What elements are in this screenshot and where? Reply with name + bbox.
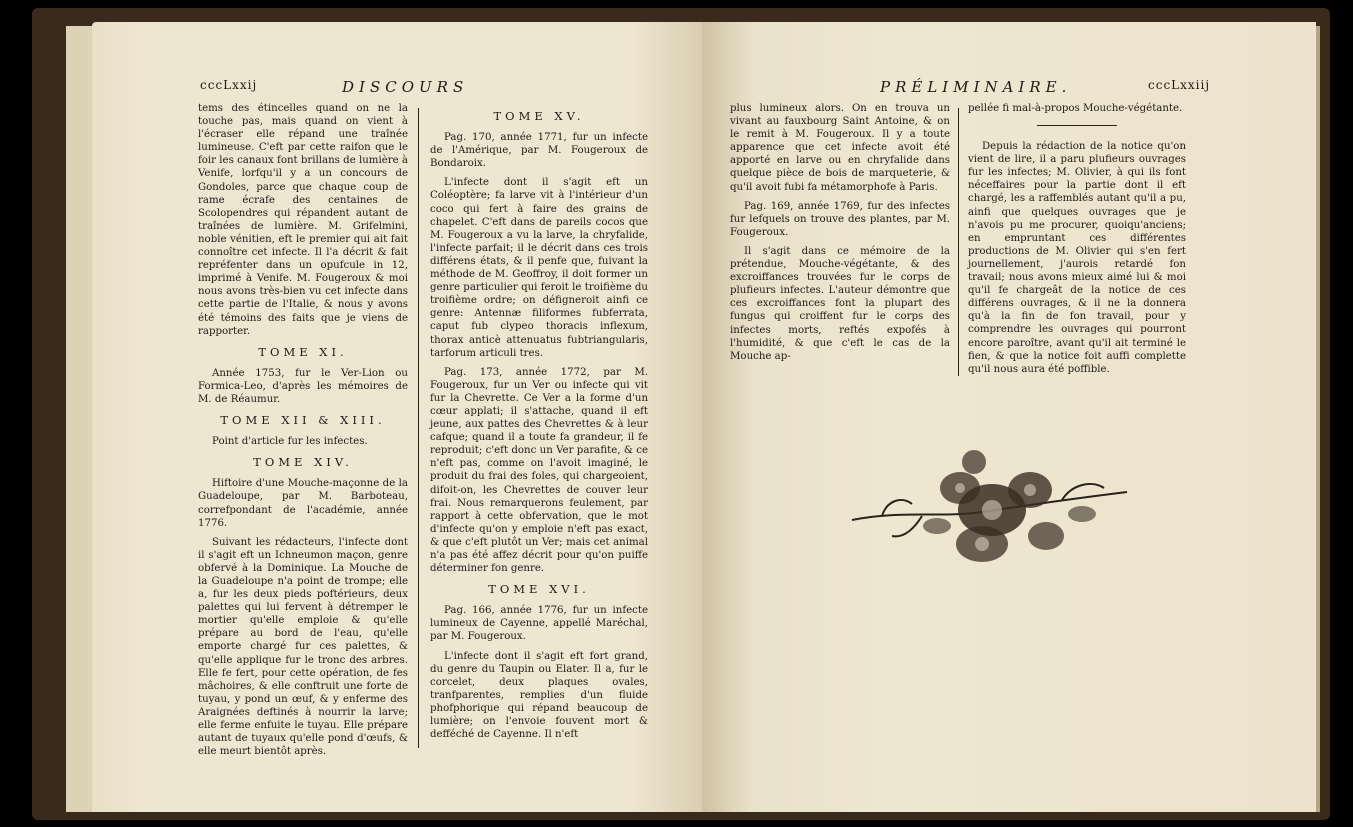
text-paragraph: plus lumineux alors. On en trouva un vivant au fauxbourg Saint Antoine, & on le remit à M. Fougeroux. Il y a toute apparence que cet infecte avoit été apporté en larve ou en chryfalide dans quelque pièce de bois de marqueterie, & qu'il avoit fubi fa métamorphofe à Paris. — [730, 103, 950, 193]
left-running-title-text: DISCOURS — [342, 78, 469, 96]
right-running-title — [880, 78, 1071, 96]
text-paragraph: Pag. 169, année 1769, fur des infectes fur lefquels on trouve des plantes, par M. Fougeroux. — [730, 200, 950, 238]
text-paragraph: Pag. 166, année 1776, fur un infecte lumineux de Cayenne, appellé Maréchal, par M. Fougeroux. — [430, 605, 648, 643]
vignette-leaf-mass — [923, 518, 951, 534]
column-divider — [958, 108, 959, 376]
vignette-leaf — [882, 500, 912, 516]
tome-heading: TOME XIV. — [253, 455, 353, 470]
section-rule — [1037, 125, 1117, 126]
text-paragraph: Il s'agit dans ce mémoire de la prétendue, Mouche-végétante, & des excroiffances trouvées fur le corps de plufieurs infectes. L'auteur démontre que ces excroiffances font la plupart des fungus qui croiffent fur le corps des infectes morts, reftés expofés à l'humidité, & que c'eft le cas de la Mouche ap- — [730, 245, 950, 362]
right-column-1 — [730, 102, 950, 369]
text-paragraph: L'infecte dont il s'agit eft fort grand, du genre du Taupin ou Elater. Il a, fur le corcelet, deux plaques ovales, tranfparentes, remplies d'un fluide phofphorique qui répand beaucoup de lumière; on l'envoie fouvent mort & defféché de Cayenne. Il n'eft — [430, 650, 648, 741]
text-paragraph: Depuis la rédaction de la notice qu'on vient de lire, il a paru plufieurs ouvrages fur les infectes; M. Olivier, à qui ils font néceffaires pour la partie dont il eft chargé, les a raffemblés autant qu'il a pu, ainfi que quelques ouvrages que je n'avois pu me procurer, quoiqu'anciens; en empruntant ces différentes productions de M. Olivier qui s'en fert journellement, j'aurois retardé fon travail; nous avons mieux aimé lui & moi qu'il fe chargeât de la notice de ces différens ouvrages, & il ne la donnera qu'à la fin de fon travail, pour y comprendre les ouvrages qui pourront encore paroître, avant qu'il ait terminé le fien, & que la notice foit auffi complette qu'il nous aura été poffible. — [968, 141, 1186, 375]
vignette-bud — [962, 450, 986, 474]
tome-heading: TOME XV. — [493, 109, 585, 123]
floral-vignette — [842, 440, 1142, 574]
tome-heading: TOME XII & XIII. — [220, 413, 386, 428]
vignette-leaf-mass — [1068, 506, 1096, 522]
text-paragraph: L'infecte dont il s'agit eft un Coléoptère; fa larve vit à l'intérieur d'un coco qui fert à faire des grains de chapelet. C'eft dans de pareils cocos que M. Fougeroux a vu la larve, la chryfalide, l'infecte parfait; il le décrit dans ces trois différens états, & il penfe que, fuivant la méthode de M. Geoffroy, il doit former un genre particulier qui feroit le troifième du troifième ordre; on défigneroit ainfi ce genre: Antennæ filiformes fubferrata, caput fub clypeo thoracis inflexum, thorax anticè attenuatus fubtriangularis, tarforum articuli tres. — [430, 177, 648, 359]
text-paragraph: Hiftoire d'une Mouche-maçonne de la Guadeloupe, par M. Barboteau, correfpondant de l'académie, année 1776. — [198, 478, 408, 529]
tome-heading: TOME XVI. — [488, 582, 590, 597]
left-column-1 — [198, 102, 408, 764]
left-column-2 — [430, 102, 648, 747]
text-paragraph: Pag. 170, année 1771, fur un infecte de l'Amérique, par M. Fougeroux de Bondaroix. — [430, 132, 648, 170]
text-paragraph: tems des étincelles quand on ne la touche pas, mais quand on vient à l'écraser elle répand une traînée lumineuse. C'eft par cette raifon que le foir les canaux font brillans de lumière à Venife, lorfqu'il y a un concours de Gondoles, parce que chaque coup de rame écrafe des centaines de Scolopendres qui répandent autant de traînées de lumière. M. Grifelmini, noble vénitien, eft le premier qui ait fait connoître cet infecte. Il l'a décrit & fait repréfenter dans un opufcule in 12, imprimé à Venife. M. Fougeroux & moi nous avons très-bien vu cet infecte dans cette partie de l'Italie, & nous y avons été témoins des faits que je viens de rapporter. — [198, 103, 408, 337]
right-column-2 — [968, 102, 1186, 382]
text-paragraph: pellée fi mal-à-propos Mouche-végétante. — [968, 103, 1183, 114]
right-page-number: cccLxxiij — [1148, 78, 1211, 92]
left-page-number: cccLxxij — [200, 78, 258, 92]
left-running-title — [342, 78, 468, 96]
text-paragraph: Point d'article fur les infectes. — [212, 436, 368, 448]
vignette-leaf — [892, 516, 922, 536]
text-paragraph: Suivant les rédacteurs, l'infecte dont il s'agit eft un Ichneumon maçon, genre obfervé à la Dominique. La Mouche de la Guadeloupe n'a point de trompe; elle a, fur les deux pieds poftérieurs, deux palettes qui lui fervent à détremper le mortier qu'elle emploie & qu'elle prépare au bord de l'eau, qu'elle emporte chargé fur ces palettes, & qu'elle applique fur le tronc des arbres. Elle fe fert, pour cette opération, de fes mâchoires, & elle conftruit une forte de tuyau, y pond un œuf, & y enferme des Araignées deftinés à nourrir la larve; elle ferme enfuite le tuyau. Elle prépare autant de tuyaux qu'elle pond d'œufs, & elle meurt bientôt après. — [198, 536, 408, 758]
left-page — [92, 22, 704, 812]
vignette-bloom — [1028, 522, 1064, 550]
tome-heading: TOME XI. — [258, 344, 348, 359]
right-page — [702, 22, 1316, 812]
open-book — [32, 8, 1330, 820]
text-paragraph: Pag. 173, année 1772, par M. Fougeroux, fur un Ver ou infecte qui vit fur la Chevrette. Ce Ver a la forme d'un cœur applati; il s'attache, quand il eft jeune, aux pattes des Chevrettes & à leur cafque; quand il a toute fa grandeur, il fe reproduit; c'eft donc un Ver parafite, & ce n'eft pas, comme on l'avoit imaginé, le produit du frai des foles, qui chargeoient, difoit-on, les Chevrettes de couver leur frai. Nous remarquerons feulement, par rapport à cette obfervation, que le mot d'infecte qu'on y emploie n'eft pas exact, & que c'eft plutôt un Ver; mais cet animal n'a pas été affez décrit pour qu'on puiffe déterminer fon genre. — [430, 366, 648, 575]
right-running-title-text: PRÉLIMINAIRE. — [880, 78, 1072, 96]
column-divider — [418, 108, 419, 748]
text-paragraph: Année 1753, fur le Ver-Lion ou Formica-Leo, d'après les mémoires de M. de Réaumur. — [198, 367, 408, 405]
